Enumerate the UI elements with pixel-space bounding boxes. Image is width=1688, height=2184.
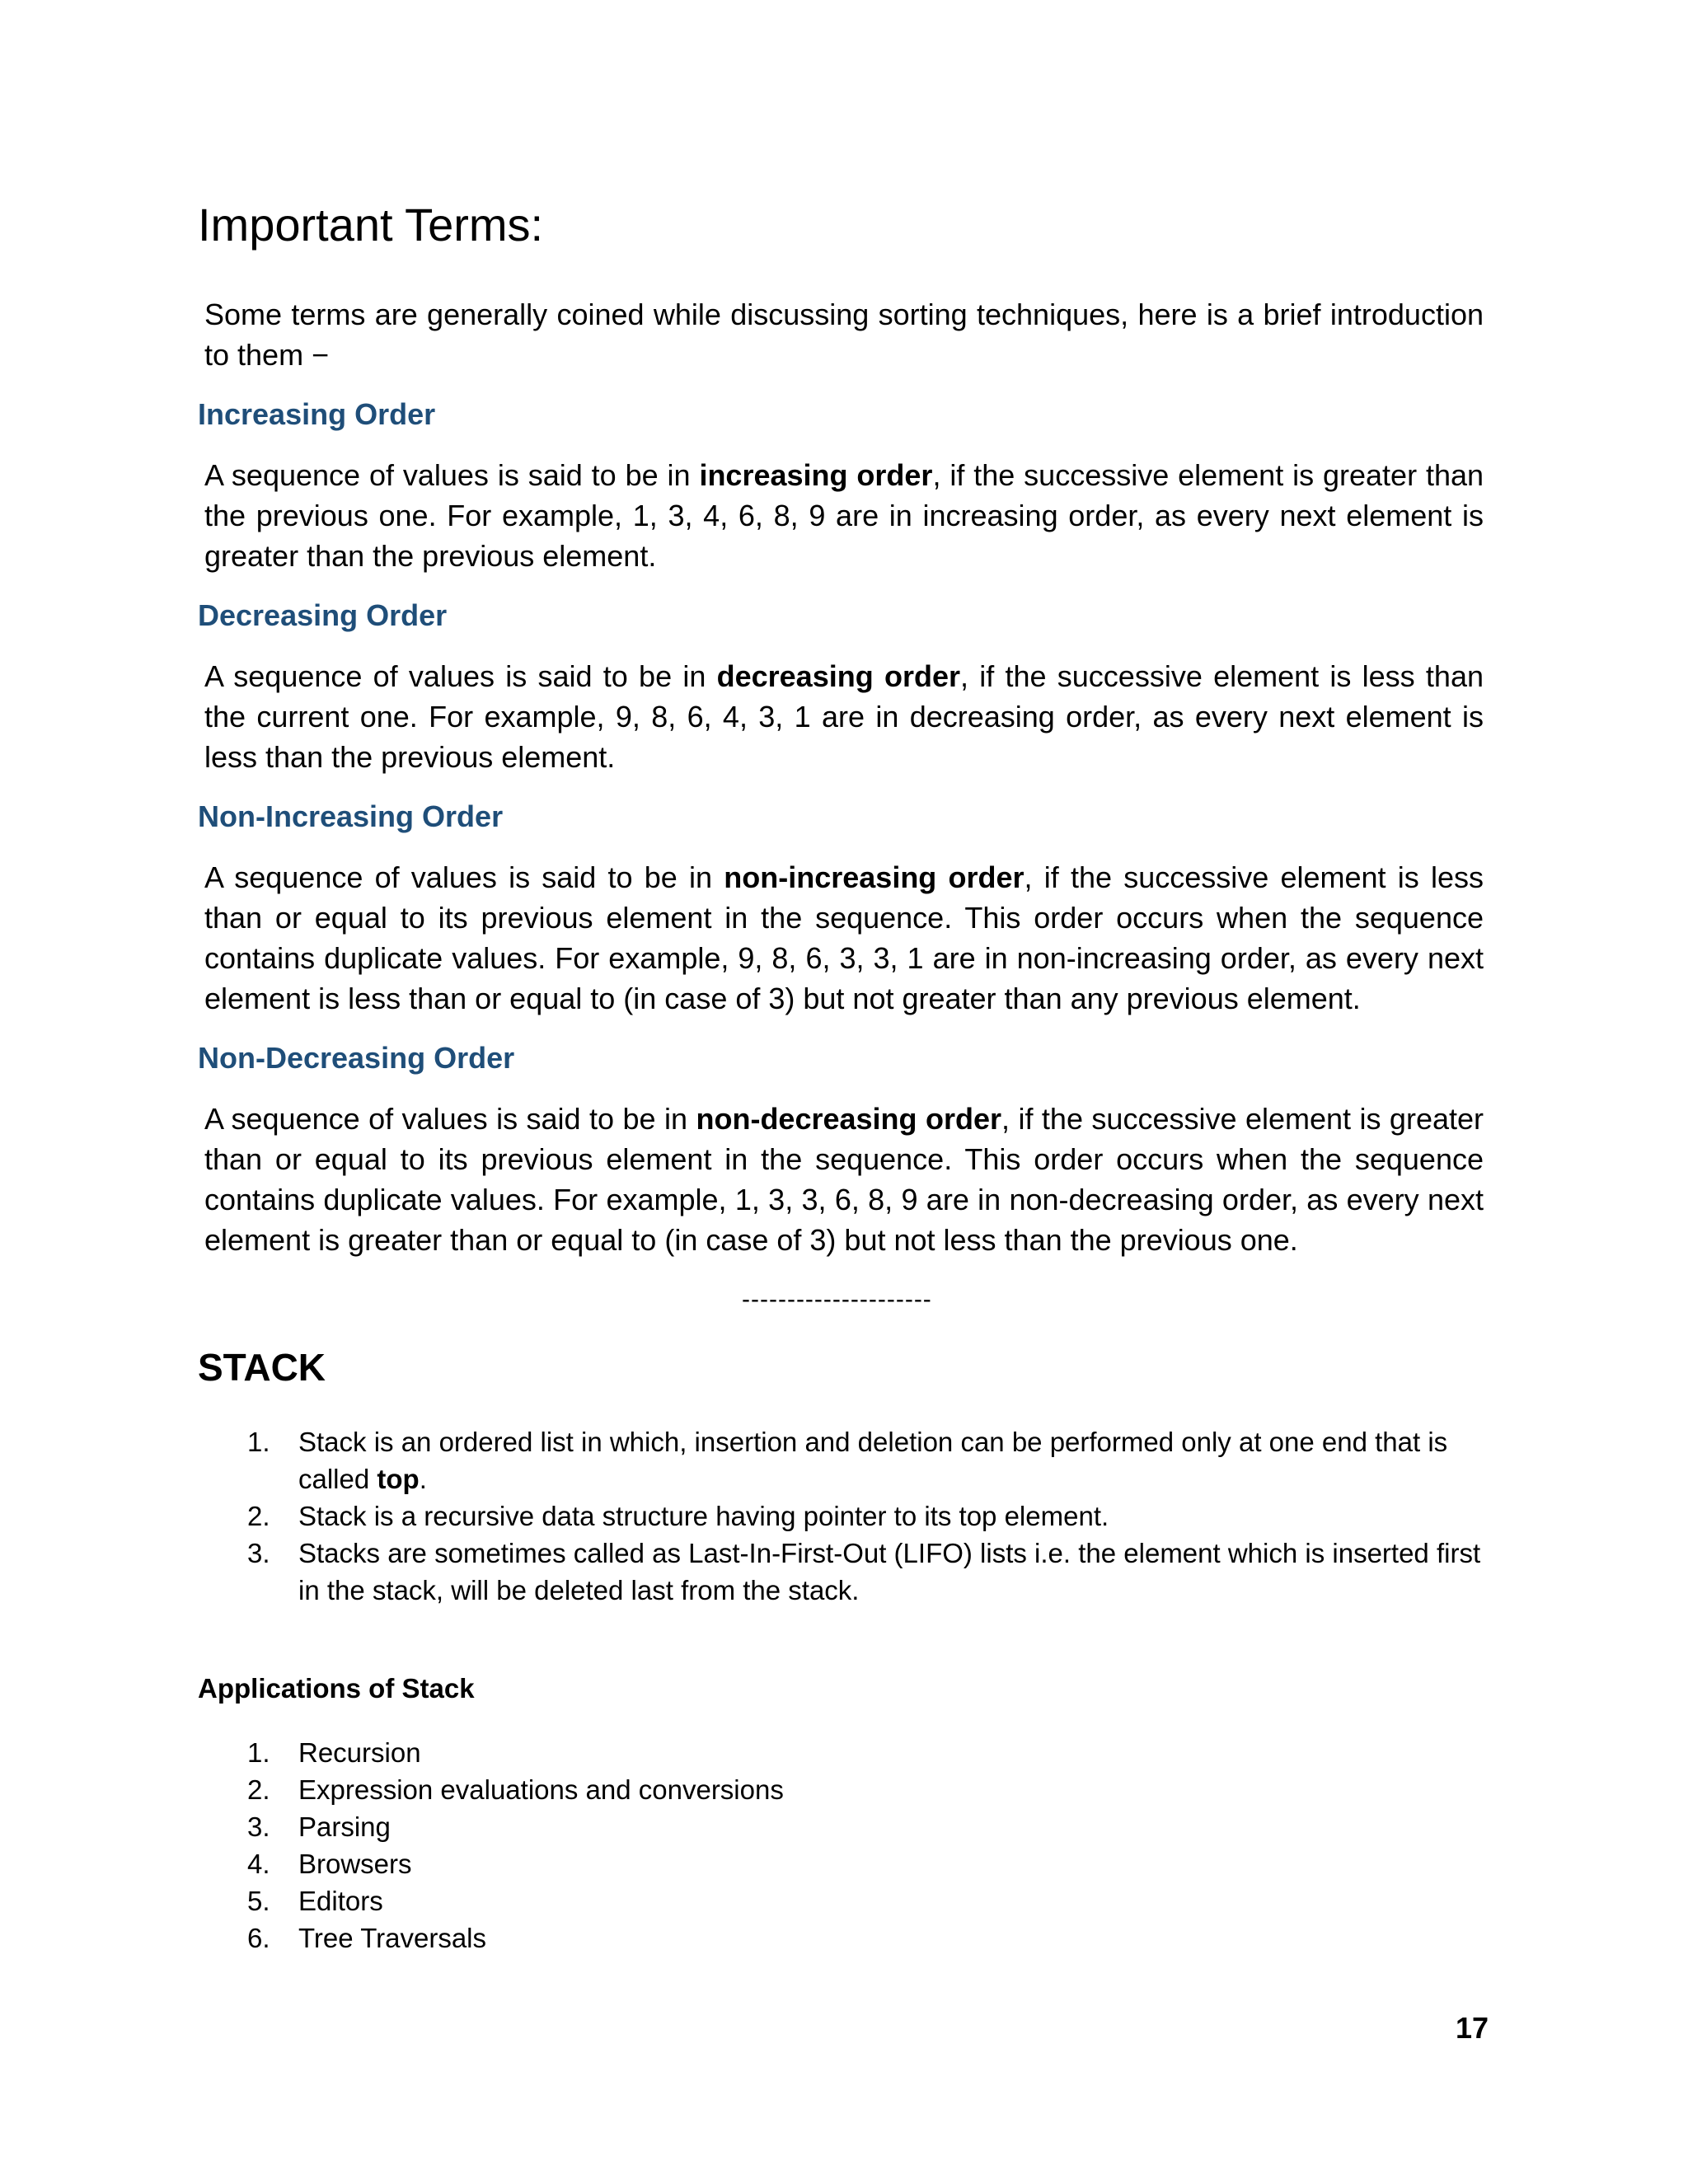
list-item: 4. Browsers <box>247 1849 412 1879</box>
applications-list <box>247 1734 1484 1957</box>
stack-definition-list <box>247 1423 1484 1609</box>
applications-heading: Applications of Stack <box>198 1673 475 1704</box>
page-heading: Important Terms: <box>198 199 544 251</box>
list-item: 1. Recursion <box>247 1737 421 1768</box>
section-title-non-increasing: Non-Increasing Order <box>198 799 504 833</box>
list-item: 6. Tree Traversals <box>247 1923 487 1953</box>
stack-heading: STACK <box>198 1346 326 1389</box>
list-item: 3. Parsing <box>247 1811 391 1842</box>
list-item: 2. Stack is a recursive data structure having pointer to its top element. <box>247 1501 1109 1531</box>
section-title-decreasing: Decreasing Order <box>198 598 448 632</box>
list-item: 3. Stacks are sometimes called as Last-In-First-Out (LIFO) lists i.e. the element which is inserted first in the stack, will be deleted last from the stack. <box>247 1538 1481 1605</box>
list-item: 5. Editors <box>247 1886 383 1916</box>
list-item: 1. Stack is an ordered list in which, insertion and deletion can be performed only at one end that is called top. <box>247 1427 1448 1494</box>
section-body-non-decreasing: A sequence of values is said to be in non-decreasing order, if the successive element is greater than or equal to its previous element in the sequence. This order occurs when the sequence contains duplicate values. For example, 1, 3, 3, 6, 8, 9 are in non-decreasing order, as every next element is greater than or equal to (in case of 3) but not less than the previous one. <box>204 1102 1484 1257</box>
section-divider: --------------------- <box>742 1286 932 1313</box>
section-body-increasing: A sequence of values is said to be in increasing order, if the successive element is greater than the previous one. For example, 1, 3, 4, 6, 8, 9 are in increasing order, as every next element is greater than the previous element. <box>204 458 1484 573</box>
list-item: 2. Expression evaluations and conversions <box>247 1774 784 1805</box>
section-body-decreasing: A sequence of values is said to be in decreasing order, if the successive element is less than the current one. For example, 9, 8, 6, 4, 3, 1 are in decreasing order, as every next element is less than the previous element. <box>204 659 1484 774</box>
section-body-non-increasing: A sequence of values is said to be in non-increasing order, if the successive element is less than or equal to its previous element in the sequence. This order occurs when the sequence contains duplicate values. For example, 9, 8, 6, 3, 3, 1 are in non-increasing order, as every next element is less than or equal to (in case of 3) but not greater than any previous element. <box>204 860 1484 1015</box>
section-title-increasing: Increasing Order <box>198 397 436 431</box>
intro-paragraph: Some terms are generally coined while discussing sorting techniques, here is a brief introduction to them − <box>204 298 1484 372</box>
section-title-non-decreasing: Non-Decreasing Order <box>198 1041 515 1075</box>
page-number: 17 <box>1456 2011 1489 2045</box>
